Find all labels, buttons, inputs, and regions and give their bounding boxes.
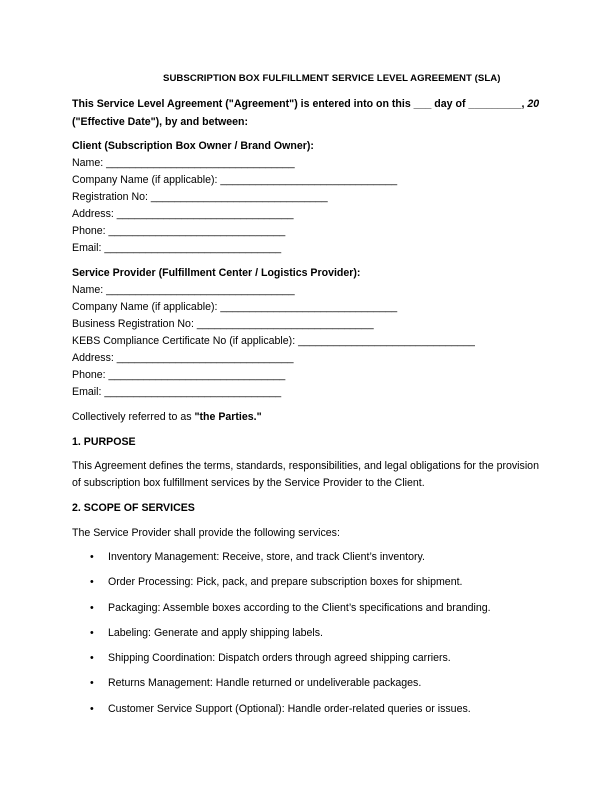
bullet-icon: • (90, 576, 94, 589)
provider-email-field[interactable]: Email: ______________________________ (72, 386, 282, 398)
client-phone-field[interactable]: Phone: ______________________________ (72, 225, 286, 237)
list-item-text: Inventory Management: Receive, store, and track Client’s inventory. (108, 551, 425, 563)
section-1-heading: 1. PURPOSE (72, 436, 136, 448)
client-registration-field[interactable]: Registration No: ______________________________ (72, 191, 328, 203)
list-item (72, 549, 491, 574)
list-item (72, 574, 491, 599)
provider-address-field[interactable]: Address: ______________________________ (72, 352, 294, 364)
client-heading: Client (Subscription Box Owner / Brand Owner): (72, 140, 314, 152)
list-item-text: Order Processing: Pick, pack, and prepare subscription boxes for shipment. (108, 576, 463, 589)
bullet-icon: • (90, 702, 94, 715)
list-item (72, 600, 491, 625)
parties-statement (72, 411, 262, 424)
intro-line-1-text: This Service Level Agreement ("Agreement") is entered into on this ___ day of _________, (72, 98, 525, 110)
provider-heading: Service Provider (Fulfillment Center / Logistics Provider): (72, 267, 361, 279)
intro-year: 20 (524, 98, 540, 110)
services-list (72, 549, 491, 726)
list-item-text: Returns Management: Handle returned or undeliverable packages. (108, 677, 422, 690)
list-item-text: Shipping Coordination: Dispatch orders through agreed shipping carriers. (108, 652, 451, 665)
document-title: SUBSCRIPTION BOX FULFILLMENT SERVICE LEVEL AGREEMENT (SLA) (163, 73, 501, 84)
list-item-text: Packaging: Assemble boxes according to the Client’s specifications and branding. (108, 601, 491, 614)
client-name-field[interactable]: Name: ________________________________ (72, 157, 295, 169)
intro-line-2: ("Effective Date"), by and between: (72, 116, 249, 128)
list-item (72, 625, 491, 650)
bullet-icon: • (90, 677, 94, 690)
list-item (72, 650, 491, 675)
list-item (72, 675, 491, 700)
provider-kebs-field[interactable]: KEBS Compliance Certificate No (if applicable): ______________________________ (72, 335, 475, 347)
section-2-intro: The Service Provider shall provide the following services: (72, 527, 340, 539)
provider-company-field[interactable]: Company Name (if applicable): ______________________________ (72, 301, 398, 313)
client-email-field[interactable]: Email: ______________________________ (72, 242, 282, 254)
client-address-field[interactable]: Address: ______________________________ (72, 208, 294, 220)
bullet-icon: • (90, 652, 94, 665)
bullet-icon: • (90, 601, 94, 614)
provider-phone-field[interactable]: Phone: ______________________________ (72, 369, 286, 381)
bullet-icon: • (90, 626, 94, 639)
list-item (72, 701, 491, 726)
parties-prefix: Collectively referred to as (72, 411, 195, 423)
bullet-icon: • (90, 551, 94, 563)
list-item-text: Labeling: Generate and apply shipping labels. (108, 626, 323, 639)
section-1-body: This Agreement defines the terms, standards, responsibilities, and legal obligations for the provision of subscription box fulfillment services by the Service Provider to the Client. (72, 460, 539, 489)
intro-line-1 (72, 98, 539, 111)
client-company-field[interactable]: Company Name (if applicable): ______________________________ (72, 174, 398, 186)
parties-term: "the Parties." (194, 411, 262, 423)
section-2-heading: 2. SCOPE OF SERVICES (72, 502, 195, 514)
provider-name-field[interactable]: Name: ________________________________ (72, 284, 295, 296)
list-item-text: Customer Service Support (Optional): Handle order-related queries or issues. (108, 702, 471, 715)
provider-registration-field[interactable]: Business Registration No: ______________________________ (72, 318, 374, 330)
